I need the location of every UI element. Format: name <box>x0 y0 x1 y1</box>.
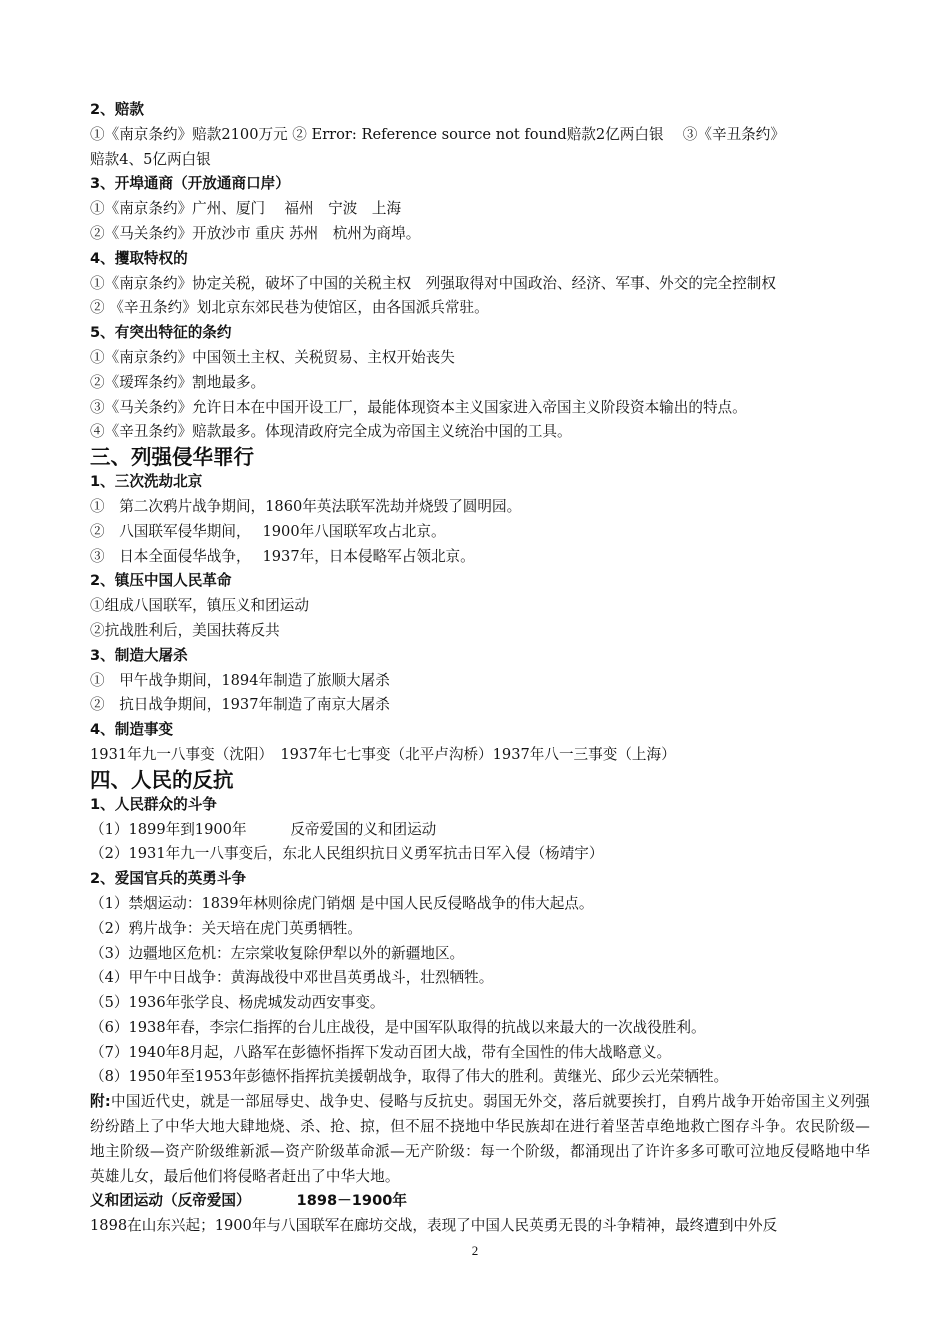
heading-privileges: 4、攫取特权的 <box>90 249 188 267</box>
text-line: （2）1931年九一八事变后，东北人民组织抗日义勇军抗击日军入侵（杨靖宇） <box>90 845 604 863</box>
text-line: ③《马关条约》允许日本在中国开设工厂，最能体现资本主义国家进入帝国主义阶段资本输出的特点。 <box>90 398 747 416</box>
text-line: ③ 日本全面侵华战争， 1937年，日本侵略军占领北京。 <box>90 547 475 565</box>
text-line: ② 抗日战争期间，1937年制造了南京大屠杀 <box>90 696 390 714</box>
text-line: ①《南京条约》赔款2100万元 ② Error: Reference source not found赔款2亿两白银 ③《辛丑条约》 <box>90 125 785 143</box>
text-line: ① 第二次鸦片战争期间，1860年英法联军洗劫并烧毁了圆明园。 <box>90 497 522 515</box>
list-item: （6）1938年春，李宗仁指挥的台儿庄战役，是中国军队取得的抗战以来最大的一次战役胜利。 <box>90 1018 706 1036</box>
appendix-text: 中国近代史，就是一部屈辱史、战争史、侵略与反抗史。弱国无外交，落后就要挨打，自鸦片战争开始帝国主义列强纷纷踏上了中华大地大肆地烧、杀、抢、掠，但不屈不挠地中华民族却在进行着坚苦卓绝地救亡图存斗争。农民阶级—地主阶级—资产阶级维新派—资产阶级革命派—无产阶级：每一个阶级，都涌现出了许许多多可歌可泣地反侵略地中华英雄儿女，最后他们将侵略者赶出了中华大地。 <box>90 1093 870 1185</box>
text-line: ②抗战胜利后，美国扶蒋反共 <box>90 621 280 639</box>
text-line: （1）1899年到1900年 反帝爱国的义和团运动 <box>90 820 437 838</box>
list-item: （4）甲午中日战争：黄海战役中邓世昌英勇战斗，壮烈牺牲。 <box>90 969 494 987</box>
appendix-label: 附: <box>90 1093 111 1111</box>
text-line: 赔款4、5亿两白银 <box>90 150 211 168</box>
text-line: ②《马关条约》开放沙市 重庆 苏州 杭州为商埠。 <box>90 224 421 242</box>
heading-massacres: 3、制造大屠杀 <box>90 646 188 664</box>
heading-suppression: 2、镇压中国人民革命 <box>90 572 232 590</box>
page-content <box>90 98 870 1239</box>
text-line: ② 《辛丑条约》划北京东郊民巷为使馆区，由各国派兵常驻。 <box>90 299 489 317</box>
heading-beijing-looting: 1、三次洗劫北京 <box>90 473 203 491</box>
section-title-resistance: 四、人民的反抗 <box>90 767 234 792</box>
boxer-heading: 义和团运动（反帝爱国） <box>90 1192 251 1210</box>
heading-ports: 3、开埠通商（开放通商口岸） <box>90 175 290 193</box>
text-line: 1931年九一八事变（沈阳） 1937年七七事变（北平卢沟桥）1937年八一三事变（上海） <box>90 745 676 763</box>
text-line: ④《辛丑条约》赔款最多。体现清政府完全成为帝国主义统治中国的工具。 <box>90 423 572 441</box>
heading-incidents: 4、制造事变 <box>90 721 174 739</box>
text-line: ①《南京条约》协定关税，破坏了中国的关税主权 列强取得对中国政治、经济、军事、外交的完全控制权 <box>90 274 776 292</box>
heading-mass-struggle: 1、人民群众的斗争 <box>90 795 217 813</box>
text-line: 1898在山东兴起；1900年与八国联军在廊坊交战，表现了中国人民英勇无畏的斗争精神，最终遭到中外反 <box>90 1217 778 1235</box>
heading-boxer <box>90 1189 870 1214</box>
boxer-years: 1898－1900年 <box>296 1192 407 1210</box>
appendix-paragraph <box>90 1090 870 1189</box>
list-item: （3）边疆地区危机：左宗棠收复除伊犁以外的新疆地区。 <box>90 944 465 962</box>
list-item: （2）鸦片战争：关天培在虎门英勇牺牲。 <box>90 919 362 937</box>
list-item: （7）1940年8月起，八路军在彭德怀指挥下发动百团大战，带有全国性的伟大战略意义。 <box>90 1043 672 1061</box>
text-line: ①《南京条约》中国领土主权、关税贸易、主权开始丧失 <box>90 348 455 366</box>
list-item: （5）1936年张学良、杨虎城发动西安事变。 <box>90 994 385 1012</box>
section-title-crimes: 三、列强侵华罪行 <box>90 445 254 470</box>
page-number: 2 <box>471 1243 479 1258</box>
text-line: ①《南京条约》广州、厦门 福州 宁波 上海 <box>90 200 402 218</box>
text-line: ② 八国联军侵华期间， 1900年八国联军攻占北京。 <box>90 522 446 540</box>
text-line: ① 甲午战争期间，1894年制造了旅顺大屠杀 <box>90 671 390 689</box>
text-line: ②《瑷珲条约》割地最多。 <box>90 373 266 391</box>
list-item: （8）1950年至1953年彭德怀指挥抗美援朝战争，取得了伟大的胜利。黄继光、邱少云光荣牺牲。 <box>90 1068 729 1086</box>
list-item: （1）禁烟运动：1839年林则徐虎门销烟 是中国人民反侵略战争的伟大起点。 <box>90 894 594 912</box>
heading-patriotic-soldiers: 2、爱国官兵的英勇斗争 <box>90 870 247 888</box>
heading-indemnity: 2、赔款 <box>90 101 144 118</box>
heading-treaty-features: 5、有突出特征的条约 <box>90 324 232 342</box>
text-line: ①组成八国联军，镇压义和团运动 <box>90 597 309 615</box>
